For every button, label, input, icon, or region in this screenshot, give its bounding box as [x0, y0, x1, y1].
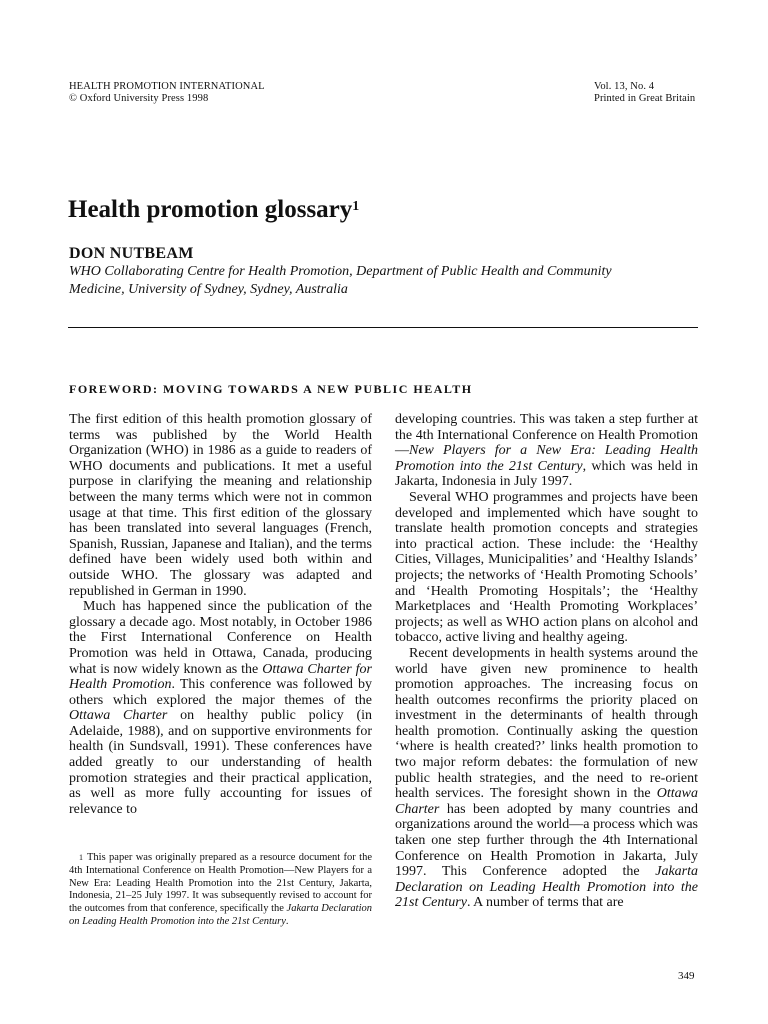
right-column: [395, 412, 698, 911]
paragraph-text: . A number of terms that are: [466, 895, 624, 911]
paragraph: The first edition of this health promotion glossary of terms was published by the World Health Organization (WHO) in 1986 as a guide to readers of WHO documents and publications. It met a useful purpose in clarifying the meaning and relationship between the many terms which were not in common usage at that time. This first edition of the glossary has been translated into several languages (French, Spanish, Russian, Japanese and Italian), and the terms defined have been widely used both within and outside WHO. The glossary was adapted and republished in German in 1990.: [69, 412, 372, 599]
paragraph-text: Recent developments in health systems around the world have given new prominence to health promotion approaches. The increasing focus on health outcomes reconfirms the priority placed on investment in the determinants of health through health promotion. Continually asking the question ‘where is health created?’ links health promotion to two major reform debates: the formulation of new public health strategies, and the need to re-orient health services. The foresight shown in the: [395, 645, 698, 802]
paragraph: [395, 646, 698, 911]
left-column: [69, 412, 372, 817]
affiliation-line-2: Medicine, University of Sydney, Sydney, Australia: [69, 282, 348, 297]
footnote-text: This paper was originally prepared as a resource document for the 4th International Conference on Health Promotion—New Players for a New Era: Leading Health Promotion into the 21st Century, Jakarta, Indonesia, 21–25 July 1997. It was subsequently revised to account for the outcomes from that conference, specifically the: [69, 852, 372, 915]
paragraph: [69, 599, 372, 817]
article-title-text: Health promotion glossary: [68, 196, 353, 223]
journal-name: HEALTH PROMOTION INTERNATIONAL: [69, 81, 265, 92]
author-affiliation: [69, 263, 709, 299]
header-divider: [68, 327, 698, 328]
paragraph-text: , which was held in Jakarta, Indonesia in July 1997.: [395, 458, 698, 490]
running-header-left: [69, 81, 265, 105]
paragraph-italic-text: Ottawa Charter: [69, 708, 168, 724]
affiliation-line-1: WHO Collaborating Centre for Health Promotion, Department of Public Health and Community: [69, 264, 612, 279]
paragraph-italic-text: Jakarta Declaration on Leading Health Promotion into the 21st Century: [395, 864, 698, 911]
footnote: [69, 852, 372, 929]
paragraph-italic-text: Ottawa Charter for Health Promotion: [69, 661, 372, 693]
volume-info: Vol. 13, No. 4: [594, 81, 655, 92]
paragraph-text: has been adopted by many countries and organizations around the world—a process which was taken one step further through the 4th International Conference on Health Promotion in Jakarta, July 1997. This Conference adopted the: [395, 801, 698, 880]
paragraph-italic-text: New Players for a New Era: Leading Health Promotion into the 21st Century: [395, 443, 698, 474]
paragraph-text: . This conference was followed by others which explored the major themes of the: [69, 677, 372, 708]
footnote-mark: 1: [79, 853, 83, 862]
running-header-right: [594, 81, 695, 105]
footnote-text: .: [285, 915, 289, 927]
paragraph-text: developing countries. This was taken a step further at the 4th International Conference on Health Promotion—: [395, 412, 698, 459]
paragraph-text: Much has happened since the publication of the glossary a decade ago. Most notably, in October 1986 the First International Conference on Health Promotion was held in Ottawa, Canada, producing what is now widely known as the: [69, 599, 372, 677]
article-title: [68, 195, 359, 225]
section-heading: FOREWORD: MOVING TOWARDS A NEW PUBLIC HEALTH: [69, 382, 473, 396]
paragraph-italic-text: Ottawa Charter: [395, 786, 698, 817]
author-name: DON NUTBEAM: [69, 245, 194, 262]
paragraph: Several WHO programmes and projects have been developed and implemented which have sought to translate health promotion concepts and strategies into practical action. These include: the ‘Healthy Cities, Villages, Municipalities’ and ‘Healthy Islands’ projects; the networks of ‘Health Promoting Schools’ and ‘Health Promoting Hospitals’; the ‘Healthy Marketplaces and ‘Health Promoting Workplaces’ projects; as well as WHO action plans on alcohol and tobacco, active living and healthy ageing.: [395, 489, 698, 646]
page-number: 349: [678, 970, 695, 982]
paragraph: [395, 412, 698, 490]
title-footnote-mark: 1: [352, 199, 360, 214]
copyright-line: © Oxford University Press 1998: [69, 93, 209, 104]
printed-info: Printed in Great Britain: [594, 93, 696, 104]
footnote-italic-text: Jakarta Declaration on Leading Health Promotion into the 21st Century: [69, 903, 372, 927]
paragraph-text: on healthy public policy (in Adelaide, 1988), and on supportive environments for health (in Sundsvall, 1991). These conferences have added greatly to our understanding of health promotion strategies and their practical application, as well as more fully accounting for issues of relevance to: [69, 708, 372, 817]
